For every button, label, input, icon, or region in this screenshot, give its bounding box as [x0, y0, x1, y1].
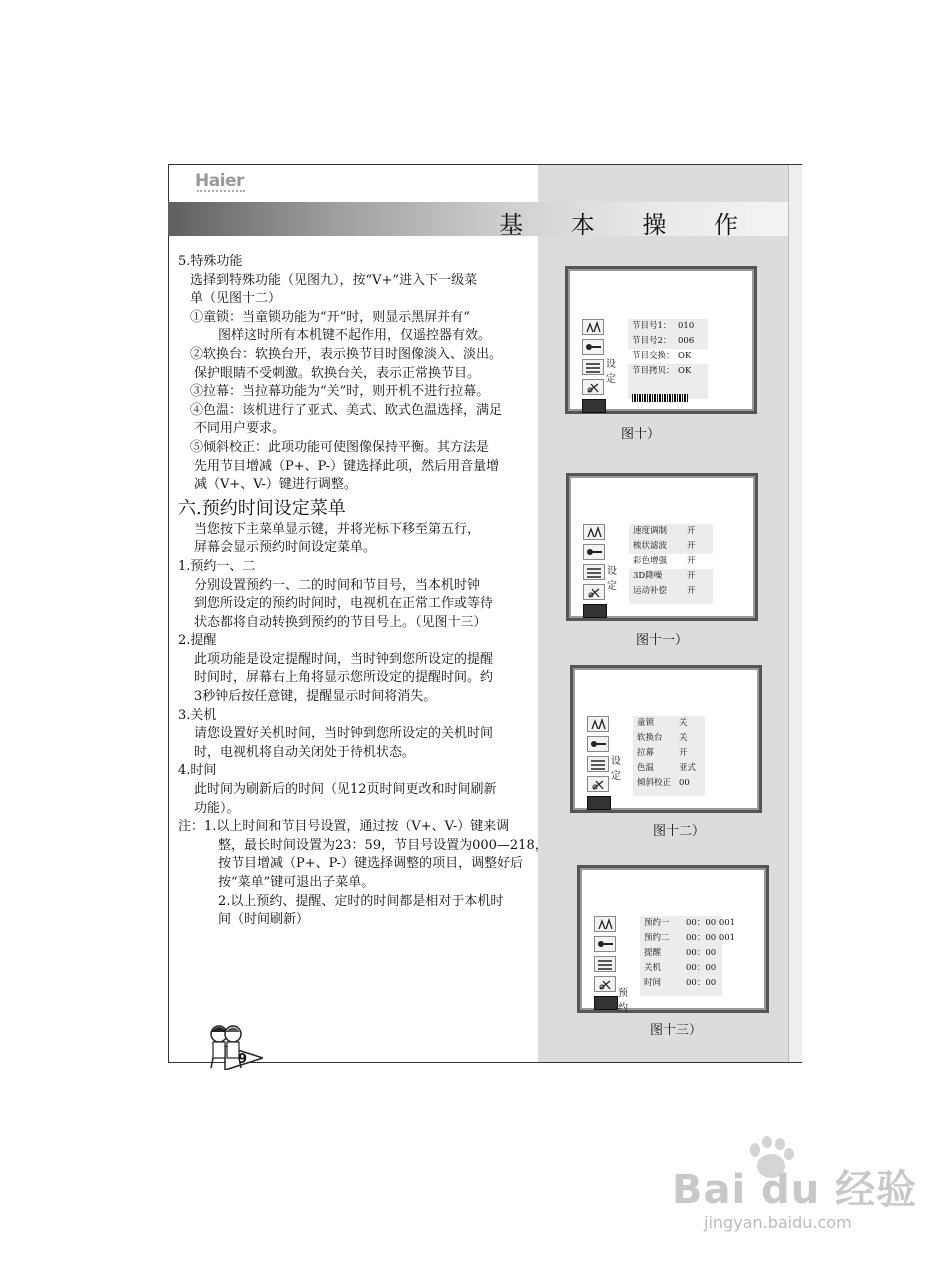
menu-row-value: 关 [679, 733, 688, 743]
menu-row-value: 00 [679, 778, 690, 788]
menu-row-value: 00：00 [686, 948, 717, 958]
menu-table [640, 916, 736, 996]
text-line: 此项功能是设定提醒时间，当时钟到您所设定的提醒 [194, 651, 494, 667]
text-line: 5.特殊功能 [178, 254, 243, 269]
picture-icon [583, 524, 605, 540]
menu-icon-column [587, 716, 609, 810]
picture-icon [587, 716, 609, 732]
text-line: 3秒钟后按任意键，提醒显示时间将消失。 [194, 689, 437, 705]
section-banner [168, 202, 788, 239]
menu-row [633, 746, 705, 761]
text-line: 此时间为刷新后的时间（见12页时间更改和时间刷新 [194, 782, 497, 798]
menu-title: 设 定 [607, 566, 619, 592]
menu-row-value: 00：00 001 [686, 918, 736, 928]
figure-11 [566, 473, 758, 621]
menu-row-label: 软换台 [637, 733, 663, 743]
menu-row-value: 关 [679, 718, 688, 728]
text-line: 时，电视机将自动关闭处于待机状态。 [194, 744, 416, 760]
text-line: 保护眼睛不受刺激。软换台关，表示正常换节目。 [194, 365, 481, 381]
side-strip [788, 165, 802, 1062]
text-line: 2.提醒 [178, 633, 217, 649]
menu-row [633, 731, 705, 746]
section-heading: 六.预约时间设定菜单 [178, 497, 346, 519]
body-text [178, 253, 548, 930]
menu-row [640, 916, 736, 931]
text-line: 减（V+、V-）键进行调整。 [194, 477, 357, 493]
settings-icon [594, 976, 616, 992]
text-line: 3.关机 [178, 707, 217, 723]
brand-logo: Haier [195, 171, 244, 191]
menu-row [629, 554, 713, 569]
text-line: 按节目增减（P+、P-）键选择调整的项目，调整好后 [218, 856, 524, 872]
menu-table [628, 319, 708, 399]
text-line: 单（见图十二） [190, 291, 282, 307]
sound-icon [582, 339, 604, 355]
menu-row-value: OK [678, 366, 692, 376]
menu-table [633, 716, 705, 796]
menu-row-label: 预约二 [644, 933, 670, 943]
menu-row [640, 946, 722, 961]
settings-icon [582, 379, 604, 395]
menu-row-label: 色温 [637, 763, 655, 773]
figure-12-caption: 图十二） [653, 824, 706, 839]
text-line: 选择到特殊功能（见图九），按“V+”进入下一级菜 [190, 272, 478, 288]
menu-row-value: 开 [687, 586, 696, 596]
menu-icon-column [583, 524, 605, 618]
menu-row-label: 速度调制 [633, 526, 668, 536]
menu-row [629, 539, 713, 554]
picture-icon [582, 319, 604, 335]
menu-exit-icon [583, 604, 607, 618]
menu-row-label: 拉幕 [637, 748, 655, 758]
text-line: 屏幕会显示预约时间设定菜单。 [194, 540, 377, 556]
menu-row-label: 预约一 [644, 918, 670, 928]
menu-exit-icon [587, 796, 611, 810]
menu-row-label: 关机 [644, 963, 662, 973]
menu-row [628, 319, 708, 334]
menu-row [633, 776, 705, 791]
sound-icon [583, 544, 605, 560]
text-line: 时间时，屏幕右上角将显示您所设定的提醒时间。约 [194, 670, 494, 686]
section-title: 基 本 操 作 [499, 211, 758, 239]
menu-row-label: 童锁 [637, 718, 655, 728]
menu-icon-column [582, 319, 604, 413]
menu-row-value: 亚式 [679, 763, 697, 773]
menu-title: 设 定 [611, 756, 623, 782]
menu-title: 设 定 [606, 359, 618, 385]
mascot-icon [205, 1024, 263, 1070]
sound-icon [587, 736, 609, 752]
menu-row-label: 节目拷贝： [632, 366, 675, 376]
sound-icon [594, 936, 616, 952]
text-line: ③拉幕：当拉幕功能为“关”时，则开机不进行拉幕。 [190, 384, 490, 400]
menu-exit-icon [582, 399, 606, 413]
text-line: 到您所设定的预约时间时，电视机在正常工作或等待 [194, 596, 494, 612]
menu-title: 预 约 [618, 988, 630, 1014]
menu-row-value: 006 [678, 336, 695, 346]
menu-row [628, 349, 708, 364]
settings-icon [583, 584, 605, 600]
text-line: ④色温：该机进行了亚式、美式、欧式色温选择，满足 [190, 402, 503, 418]
menu-row-label: 3D降噪 [633, 571, 663, 581]
barcode-graphic [632, 394, 688, 402]
menu-row-label: 提醒 [644, 948, 662, 958]
menu-row-value: 开 [687, 541, 696, 551]
text-line: 先用节目增减（P+、P-）键选择此项，然后用音量增 [194, 458, 500, 474]
menu-row-label: 节目号1： [632, 321, 672, 331]
menu-row [633, 761, 705, 776]
text-line: 整，最长时间设置为23：59，节目号设置为000—218， [218, 837, 548, 853]
menu-row-label: 节目号2： [632, 336, 672, 346]
menu-row-label: 倾斜校正 [637, 778, 672, 788]
menu-row [633, 716, 705, 731]
text-line: 状态都将自动转换到预约的节目号上。（见图十三） [194, 614, 487, 630]
brand-logo-underline [197, 190, 245, 195]
text-line: 2.以上预约、提醒、定时的时间都是相对于本机时 [218, 893, 504, 909]
menu-row [629, 584, 713, 599]
figure-13 [577, 865, 769, 1013]
menu-row-label: 节目交换： [632, 351, 675, 361]
menu-row-value: 开 [687, 571, 696, 581]
menu-row [640, 931, 736, 946]
menu-row [628, 364, 708, 379]
text-line: 注：1.以上时间和节目号设置，通过按（V+、V-）键来调 [178, 819, 510, 835]
text-line: 图样这时所有本机键不起作用，仅遥控器有效。 [218, 328, 492, 344]
menu-row-value: 00：00 [686, 963, 717, 973]
text-line: ①童锁：当童锁功能为“开”时，则显示黑屏并有“ [190, 309, 470, 325]
channel-icon [587, 756, 609, 772]
menu-table [629, 524, 713, 604]
text-line: 功能）。 [194, 800, 240, 816]
menu-row-value: 010 [678, 321, 695, 331]
figure-10 [565, 266, 757, 414]
text-line: 间（时间刷新） [218, 912, 310, 928]
menu-exit-icon [594, 996, 618, 1010]
menu-row-value: 00：00 [686, 978, 717, 988]
channel-icon [583, 564, 605, 580]
text-line: 1.预约一、二 [178, 558, 256, 574]
channel-icon [582, 359, 604, 375]
menu-row-value: 开 [679, 748, 688, 758]
menu-row-value: 00：00 001 [686, 933, 736, 943]
menu-row-label: 运动补偿 [633, 586, 668, 596]
menu-icon-column [594, 916, 616, 1010]
figure-13-caption: 图十三） [650, 1023, 703, 1038]
text-line: 不同用户要求。 [194, 421, 286, 437]
text-line: 当您按下主菜单显示键，并将光标下移至第五行， [194, 521, 481, 537]
text-line: ⑤倾斜校正：此项功能可使图像保持平衡。其方法是 [190, 439, 490, 455]
menu-row-value: 开 [687, 556, 696, 566]
menu-row-label: 时间 [644, 978, 662, 988]
menu-row-label: 彩色增强 [633, 556, 668, 566]
text-line: ②软换台：软换台开，表示换节目时图像淡入、淡出。 [190, 346, 503, 362]
text-line: 分别设置预约一、二的时间和节目号，当本机时钟 [194, 577, 481, 593]
menu-row-label: 梳状滤波 [633, 541, 668, 551]
page-number: 9 [238, 1052, 248, 1067]
menu-row [628, 334, 708, 349]
figure-11-caption: 图十一） [636, 633, 689, 648]
text-line: 按“菜单”键可退出子菜单。 [218, 875, 375, 890]
menu-row [640, 976, 722, 991]
text-line: 4.时间 [178, 763, 217, 779]
text-line: 请您设置好关机时间，当时钟到您所设定的关机时间 [194, 726, 494, 742]
watermark-logo: Bai du 经验 [672, 1167, 918, 1213]
watermark-url: jingyan.baidu.com [704, 1213, 852, 1232]
picture-icon [594, 916, 616, 932]
figure-10-caption: 图十） [621, 427, 661, 442]
menu-row [629, 524, 713, 539]
menu-row [629, 569, 713, 584]
figure-12 [570, 665, 762, 813]
settings-icon [587, 776, 609, 792]
menu-row-value: 开 [687, 526, 696, 536]
channel-icon [594, 956, 616, 972]
menu-row [640, 961, 722, 976]
menu-row-value: OK [678, 351, 692, 361]
